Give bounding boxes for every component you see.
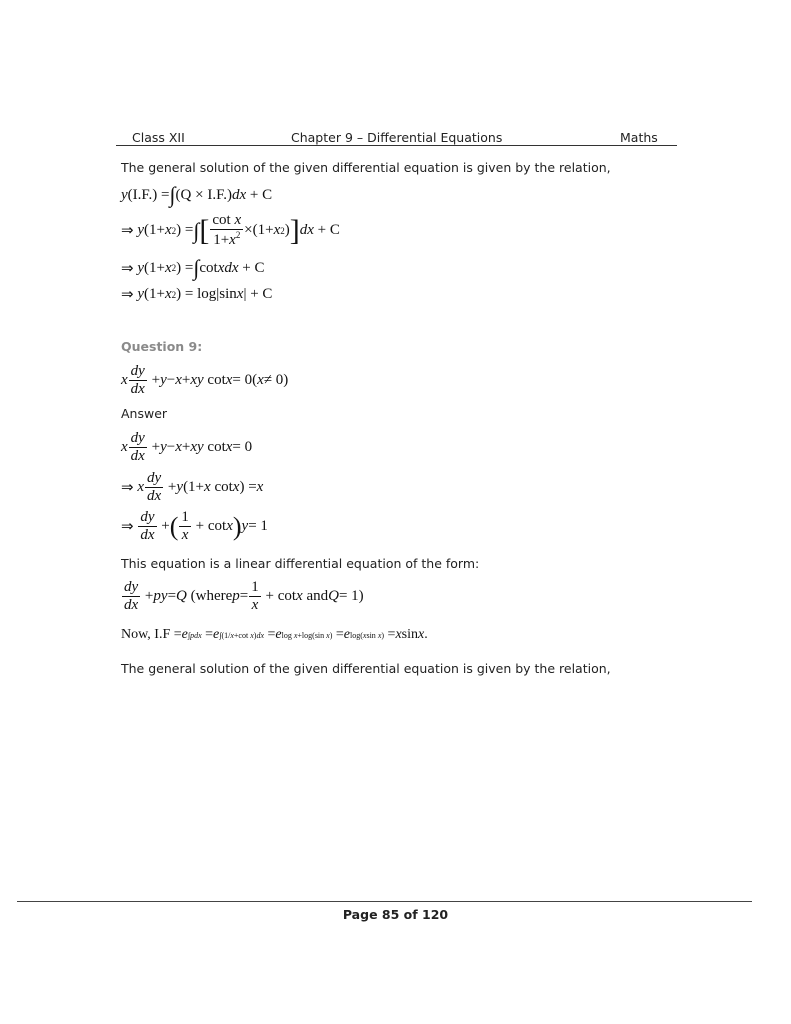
- footer-rule: [17, 901, 752, 902]
- header-chapter: Chapter 9 – Differential Equations: [291, 130, 503, 145]
- page-number: Page 85 of 120: [342, 907, 449, 922]
- header-rule: [116, 145, 677, 146]
- linear-form-equation: $\frac{dy}{dx}$ + py = Q (where p = $\frac{1}{x}$ + cot x and Q = 1): [124, 579, 364, 613]
- general-solution-text-1: The general solution of the given differential equation is given by the relation,: [121, 160, 611, 175]
- equation-2: ⇒ y (1+ x 2 ) = ∫ [ $\frac{\text{cot x}}{1+x^2}$ ×(1+ x 2 ) ] dx + C: [121, 212, 340, 248]
- general-solution-text-2: The general solution of the given differential equation is given by the relation,: [121, 661, 611, 676]
- answer-equation-3: ⇒ $\frac{dy}{dx}$ + ( $\frac{1}{x}$ + cot x ) y = 1: [121, 509, 268, 543]
- answer-equation-2: ⇒ x $\frac{dy}{dx}$ + y (1+ x cot x ) = x: [121, 470, 264, 504]
- question-equation: x $\frac{dy}{dx}$ + y − x + xy cot x = 0( x ≠ 0): [121, 363, 289, 397]
- answer-equation-1: x $\frac{dy}{dx}$ + y − x + xy cot x = 0: [121, 430, 253, 464]
- header-class: Class XII: [132, 130, 185, 145]
- answer-label: Answer: [121, 406, 168, 421]
- question-label: Question 9:: [121, 339, 203, 354]
- header-subject: Maths: [620, 130, 658, 145]
- equation-3: ⇒ y (1+ x 2 ) = ∫ cot xdx + C: [121, 255, 265, 280]
- equation-1: y (I.F.) = ∫ (Q × I.F.) dx + C: [121, 182, 273, 207]
- integrating-factor-equation: Now, I.F = e ∫pdx = e ∫(1/x+cot x)dx = e log x+log(sin x) = e log(xsin x) = x sin x .: [121, 627, 428, 642]
- equation-4: ⇒ y (1+ x 2 ) = log|sin x | + C: [121, 286, 273, 303]
- linear-form-text: This equation is a linear differential equation of the form:: [121, 556, 480, 571]
